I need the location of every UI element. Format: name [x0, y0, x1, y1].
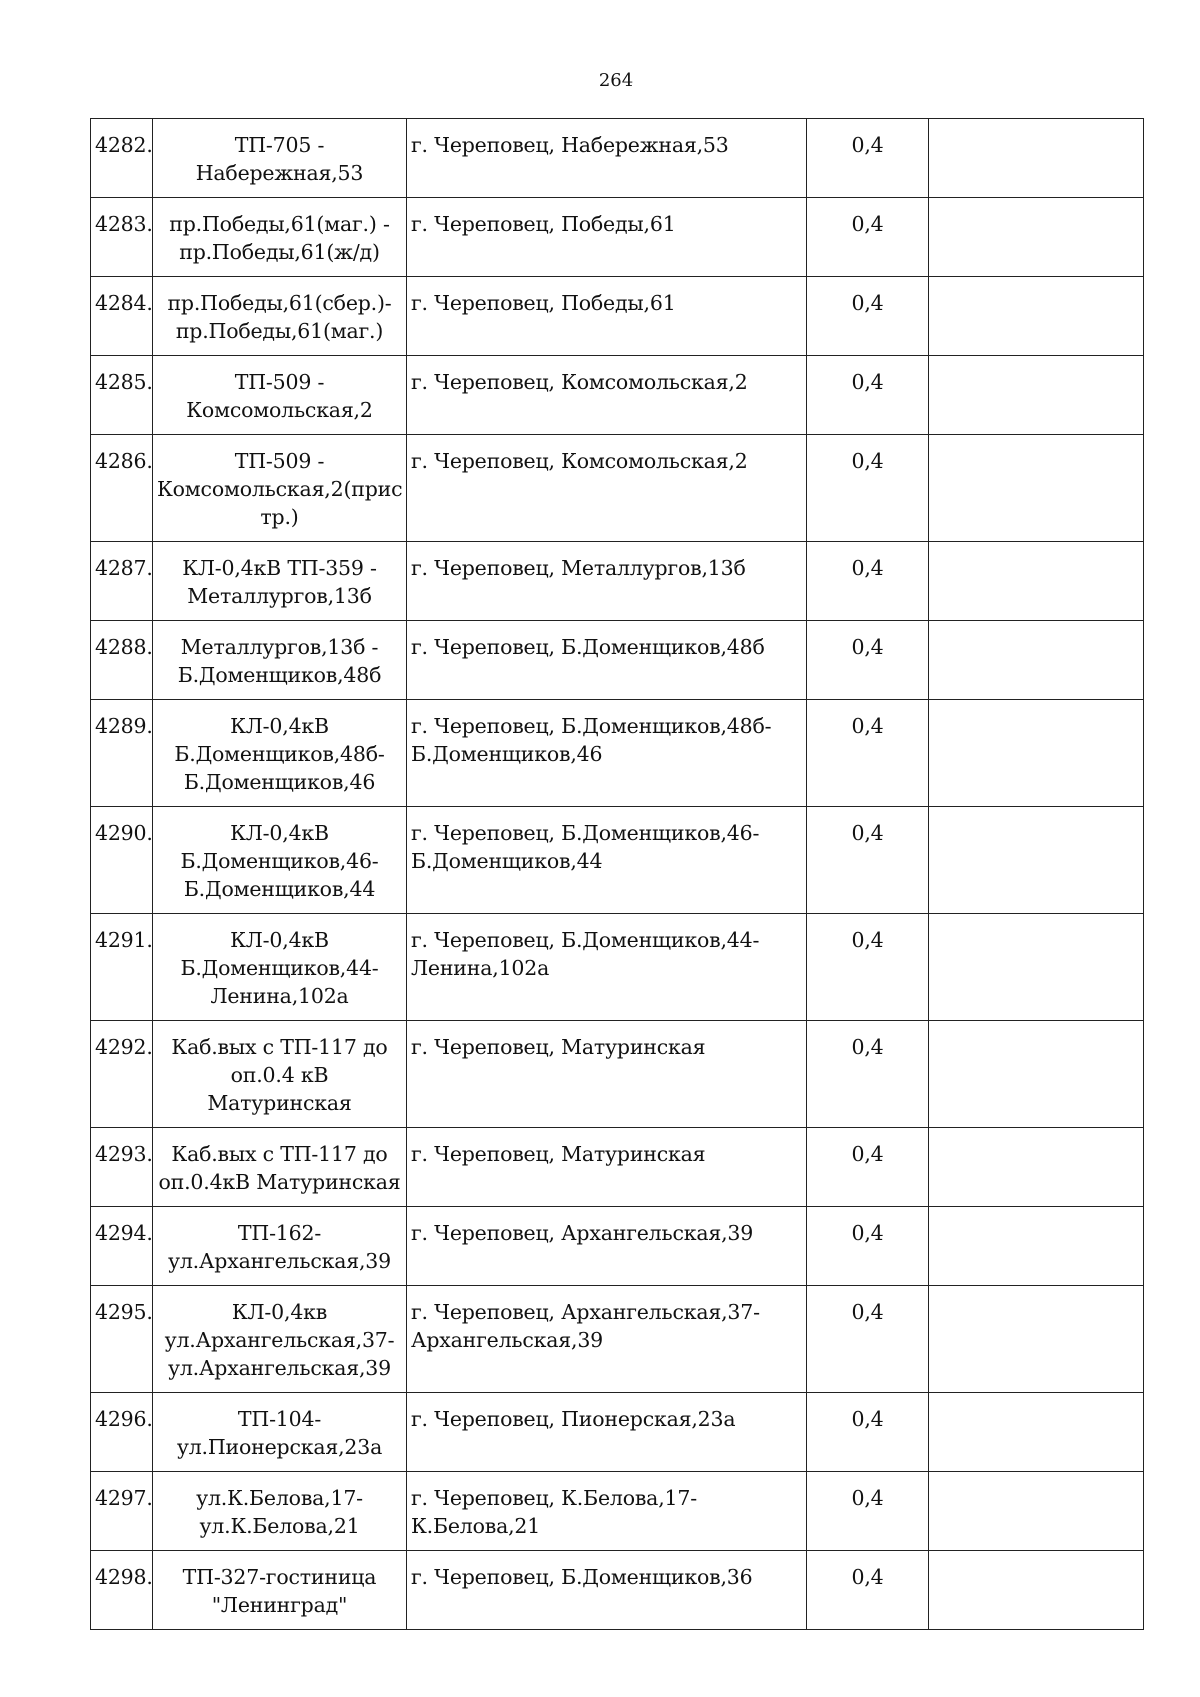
row-number-cell: 4285.: [91, 356, 153, 435]
note-cell: [929, 542, 1144, 621]
line-name-cell: Каб.вых с ТП-117 до оп.0.4кВ Матуринская: [153, 1128, 407, 1207]
note-cell: [929, 1021, 1144, 1128]
address-cell: г. Череповец, Металлургов,13б: [407, 542, 807, 621]
row-number-cell: 4289.: [91, 700, 153, 807]
line-name-cell: Металлургов,13б - Б.Доменщиков,48б: [153, 621, 407, 700]
table-row: [91, 1128, 1144, 1207]
voltage-cell: 0,4: [807, 542, 929, 621]
line-name-cell: ТП-509 - Комсомольская,2: [153, 356, 407, 435]
table-row: [91, 1472, 1144, 1551]
note-cell: [929, 700, 1144, 807]
row-number-cell: 4297.: [91, 1472, 153, 1551]
line-name-cell: пр.Победы,61(сбер.)- пр.Победы,61(маг.): [153, 277, 407, 356]
note-cell: [929, 1393, 1144, 1472]
voltage-cell: 0,4: [807, 700, 929, 807]
table-row: [91, 542, 1144, 621]
row-number-cell: 4283.: [91, 198, 153, 277]
voltage-cell: 0,4: [807, 914, 929, 1021]
address-cell: г. Череповец, Архангельская,37- Архангельская,39: [407, 1286, 807, 1393]
address-cell: г. Череповец, Победы,61: [407, 277, 807, 356]
row-number-cell: 4282.: [91, 119, 153, 198]
address-cell: г. Череповец, Набережная,53: [407, 119, 807, 198]
line-name-cell: ТП-327-гостиница "Ленинград": [153, 1551, 407, 1630]
note-cell: [929, 435, 1144, 542]
voltage-cell: 0,4: [807, 119, 929, 198]
table-row: [91, 198, 1144, 277]
table-row: [91, 277, 1144, 356]
voltage-cell: 0,4: [807, 1128, 929, 1207]
line-name-cell: КЛ-0,4кВ Б.Доменщиков,44- Ленина,102а: [153, 914, 407, 1021]
row-number-cell: 4298.: [91, 1551, 153, 1630]
line-name-cell: ТП-509 - Комсомольская,2(прис тр.): [153, 435, 407, 542]
row-number-cell: 4284.: [91, 277, 153, 356]
voltage-cell: 0,4: [807, 1207, 929, 1286]
row-number-cell: 4287.: [91, 542, 153, 621]
row-number-cell: 4292.: [91, 1021, 153, 1128]
note-cell: [929, 198, 1144, 277]
row-number-cell: 4286.: [91, 435, 153, 542]
line-name-cell: КЛ-0,4кВ Б.Доменщиков,48б- Б.Доменщиков,46: [153, 700, 407, 807]
note-cell: [929, 356, 1144, 435]
line-name-cell: пр.Победы,61(маг.) - пр.Победы,61(ж/д): [153, 198, 407, 277]
address-cell: г. Череповец, Пионерская,23а: [407, 1393, 807, 1472]
table-row: [91, 1207, 1144, 1286]
row-number-cell: 4295.: [91, 1286, 153, 1393]
address-cell: г. Череповец, Матуринская: [407, 1021, 807, 1128]
voltage-cell: 0,4: [807, 198, 929, 277]
registry-table: [90, 118, 1144, 1630]
table-row: [91, 914, 1144, 1021]
line-name-cell: ТП-705 - Набережная,53: [153, 119, 407, 198]
address-cell: г. Череповец, К.Белова,17- К.Белова,21: [407, 1472, 807, 1551]
row-number-cell: 4290.: [91, 807, 153, 914]
voltage-cell: 0,4: [807, 277, 929, 356]
voltage-cell: 0,4: [807, 1551, 929, 1630]
note-cell: [929, 119, 1144, 198]
note-cell: [929, 1472, 1144, 1551]
note-cell: [929, 1128, 1144, 1207]
page-number: 264: [598, 70, 634, 91]
line-name-cell: ТП-104- ул.Пионерская,23а: [153, 1393, 407, 1472]
row-number-cell: 4288.: [91, 621, 153, 700]
table-row: [91, 1021, 1144, 1128]
note-cell: [929, 621, 1144, 700]
address-cell: г. Череповец, Архангельская,39: [407, 1207, 807, 1286]
table-row: [91, 1551, 1144, 1630]
address-cell: г. Череповец, Б.Доменщиков,46- Б.Доменщиков,44: [407, 807, 807, 914]
address-cell: г. Череповец, Матуринская: [407, 1128, 807, 1207]
line-name-cell: КЛ-0,4кВ ТП-359 - Металлургов,13б: [153, 542, 407, 621]
row-number-cell: 4291.: [91, 914, 153, 1021]
note-cell: [929, 1286, 1144, 1393]
address-cell: г. Череповец, Б.Доменщиков,36: [407, 1551, 807, 1630]
table-row: [91, 1393, 1144, 1472]
voltage-cell: 0,4: [807, 807, 929, 914]
table-row: [91, 700, 1144, 807]
table-row: [91, 356, 1144, 435]
row-number-cell: 4296.: [91, 1393, 153, 1472]
table-row: [91, 1286, 1144, 1393]
note-cell: [929, 807, 1144, 914]
line-name-cell: ул.К.Белова,17- ул.К.Белова,21: [153, 1472, 407, 1551]
note-cell: [929, 277, 1144, 356]
registry-table-body: [91, 119, 1144, 1630]
voltage-cell: 0,4: [807, 435, 929, 542]
table-row: [91, 621, 1144, 700]
address-cell: г. Череповец, Комсомольская,2: [407, 356, 807, 435]
address-cell: г. Череповец, Б.Доменщиков,48б- Б.Доменщиков,46: [407, 700, 807, 807]
voltage-cell: 0,4: [807, 1393, 929, 1472]
line-name-cell: КЛ-0,4кв ул.Архангельская,37- ул.Архангельская,39: [153, 1286, 407, 1393]
address-cell: г. Череповец, Б.Доменщиков,44- Ленина,102а: [407, 914, 807, 1021]
note-cell: [929, 1207, 1144, 1286]
voltage-cell: 0,4: [807, 1021, 929, 1128]
address-cell: г. Череповец, Комсомольская,2: [407, 435, 807, 542]
voltage-cell: 0,4: [807, 1472, 929, 1551]
voltage-cell: 0,4: [807, 621, 929, 700]
table-row: [91, 435, 1144, 542]
line-name-cell: ТП-162- ул.Архангельская,39: [153, 1207, 407, 1286]
table-row: [91, 119, 1144, 198]
table-row: [91, 807, 1144, 914]
note-cell: [929, 1551, 1144, 1630]
row-number-cell: 4293.: [91, 1128, 153, 1207]
note-cell: [929, 914, 1144, 1021]
row-number-cell: 4294.: [91, 1207, 153, 1286]
line-name-cell: Каб.вых с ТП-117 до оп.0.4 кВ Матуринская: [153, 1021, 407, 1128]
line-name-cell: КЛ-0,4кВ Б.Доменщиков,46- Б.Доменщиков,44: [153, 807, 407, 914]
address-cell: г. Череповец, Победы,61: [407, 198, 807, 277]
voltage-cell: 0,4: [807, 1286, 929, 1393]
address-cell: г. Череповец, Б.Доменщиков,48б: [407, 621, 807, 700]
voltage-cell: 0,4: [807, 356, 929, 435]
